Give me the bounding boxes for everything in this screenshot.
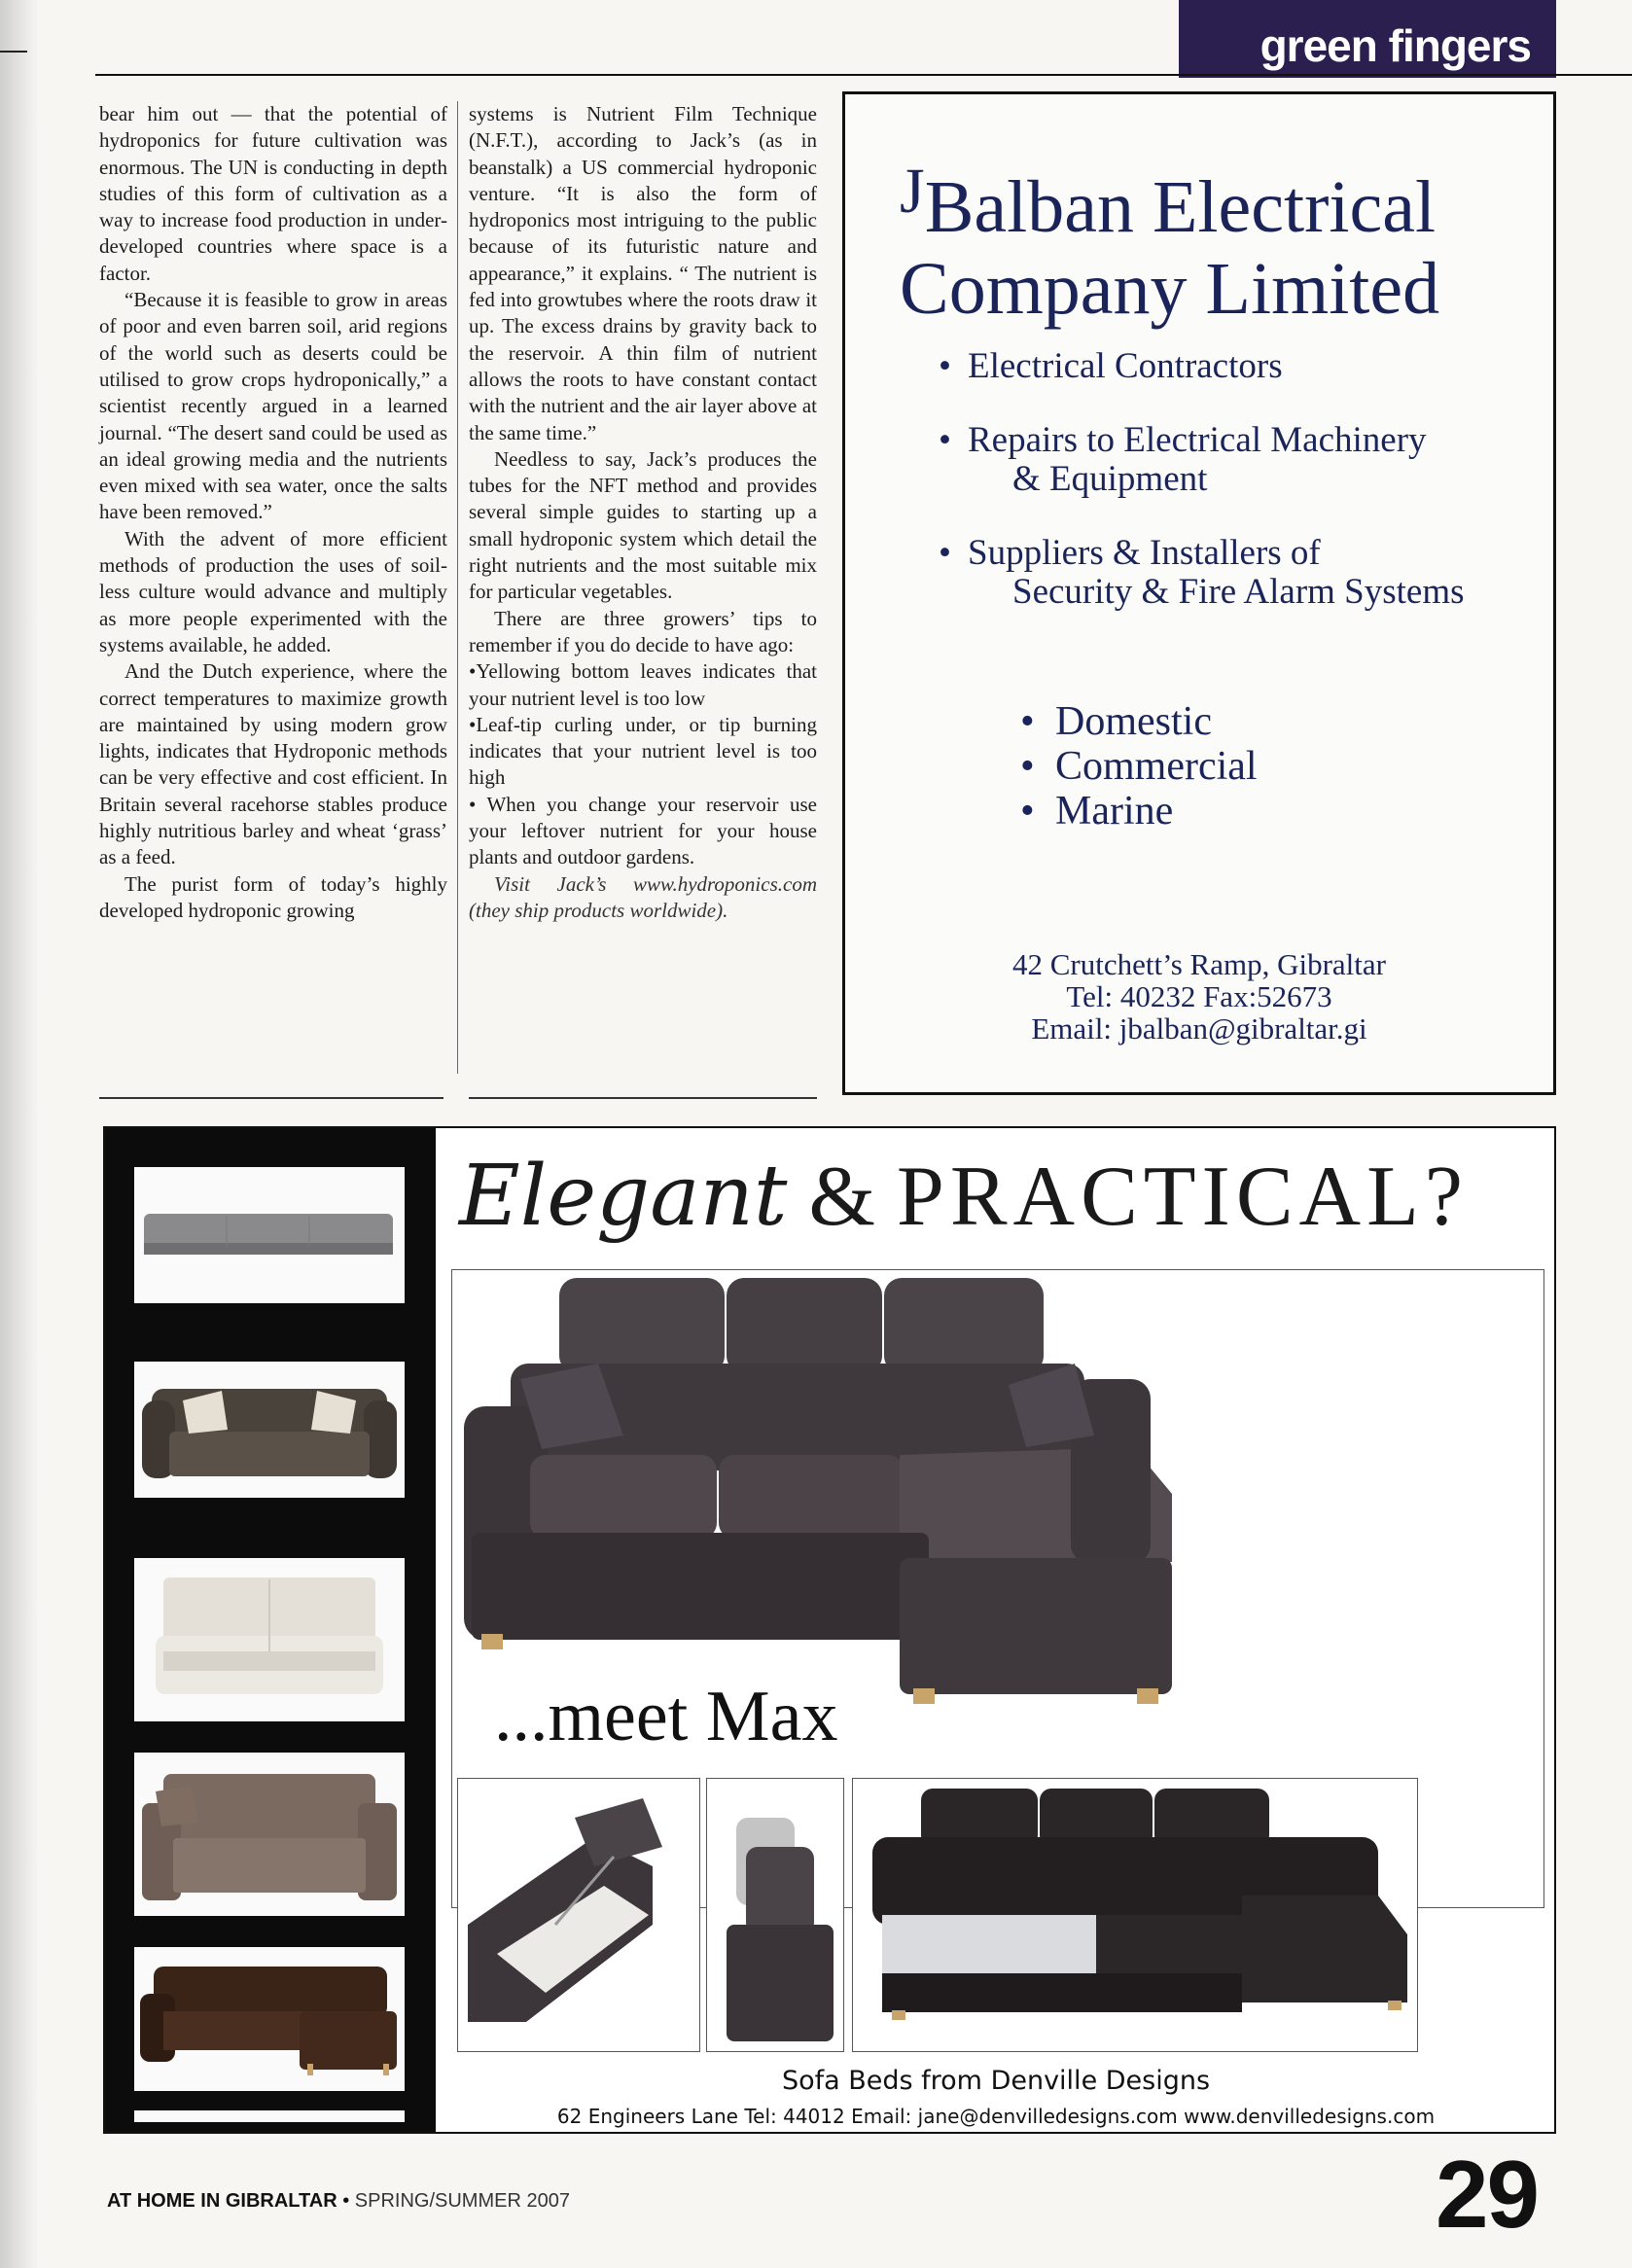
article-paragraph: systems is Nutrient Film Technique (N.F.T.), according to Jack’s (as in beanstalk) a US commercial hydroponic venture. “It is also the form of hydroponics most intriguing to the public because of its futuristic nature and appearance,” it explains. “ The nutrient is fed into growtubes where the roots draw it up. The excess drains by gravity back to the reservoir. A thin film of nutrient allows the roots to have constant contact with the nutrient and the air layer above at the same time.” (469, 102, 817, 444)
service-item (939, 534, 1465, 612)
sofa-thumbnail-image (134, 1753, 405, 1916)
article-paragraph: The purist form of today’s highly developed hydroponic growing (99, 871, 447, 922)
jbalban-email: Email: jbalban@gibraltar.gi (1031, 1011, 1367, 1045)
jbalban-services-list (939, 347, 1465, 647)
column-end-rule (99, 1097, 443, 1099)
denville-advert (103, 1126, 1556, 2134)
storage-detail-image (457, 1778, 700, 2052)
jbalban-markets-list (1020, 699, 1258, 833)
footer-separator: • (337, 2190, 355, 2212)
jbalban-advert (842, 91, 1556, 1095)
growers-tip: • When you change your reservoir use your leftover nutrient for your house plants and outdoor gardens. (469, 792, 817, 869)
market-item: • Commercial (1020, 744, 1258, 789)
sofa-thumbnail-image (134, 2110, 405, 2122)
service-label: Electrical Contractors (968, 346, 1283, 386)
denville-contact: 62 Engineers Lane Tel: 44012 Email: jane@denvilledesigns.com www.denvilledesigns.com (556, 2105, 1436, 2128)
sofa-thumbnail-strip (105, 1128, 436, 2132)
growers-tip: •Yellowing bottom leaves indicates that your nutrient level is too low (469, 659, 817, 710)
article-paragraph: Needless to say, Jack’s produces the tubes for the NFT method and provides several simple guides to starting up a small hydroponic system which detail the right nutrients and the most suitable mix for particular vegetables. (469, 446, 817, 604)
headline-script-word: Elegant (459, 1148, 788, 1245)
article-column-2 (469, 101, 817, 924)
sofa-bed-open-image (852, 1778, 1418, 2052)
growers-tip: •Leaf-tip curling under, or tip burning indicates that your nutrient level is too high (469, 712, 817, 790)
service-item (939, 421, 1465, 499)
service-label-cont: Security & Fire Alarm Systems (1012, 572, 1465, 612)
page-number: 29 (1436, 2141, 1539, 2248)
service-item (939, 347, 1465, 386)
jbalban-name-line2: Company Limited (900, 248, 1440, 330)
headline-ampersand: & (808, 1150, 875, 1244)
market-item: • Domestic (1020, 699, 1258, 744)
header-rule (95, 74, 1632, 76)
denville-tagline: ...meet Max (494, 1677, 838, 1756)
service-label: Suppliers & Installers of (968, 533, 1321, 573)
service-label-cont: & Equipment (1012, 459, 1208, 499)
section-tab: green fingers (1179, 0, 1556, 78)
article-credit: Visit Jack’s www.hydroponics.com (they ship products worldwide). (469, 871, 817, 922)
sofa-thumbnail-image (134, 1362, 405, 1498)
article-paragraph: And the Dutch experience, where the correct temperatures to maximize growth are maintained by using modern grow lights, indicates that Hydroponic methods can be very effective and cost efficient. In Britain several racehorse stables produce highly nutritious barley and wheat ‘grass’ as a feed. (99, 659, 447, 869)
page-gutter-shadow (0, 0, 39, 2268)
jbalban-name-line1: Balban Electrical (924, 166, 1437, 248)
sofa-thumbnail-image (134, 1558, 405, 1721)
market-item: • Marine (1020, 789, 1258, 833)
denville-caption: Sofa Beds from Denville Designs (781, 2066, 1211, 2096)
footer-magazine-line (107, 2190, 570, 2213)
column-divider (457, 101, 458, 1074)
issue-season: SPRING/SUMMER 2007 (354, 2190, 570, 2212)
magazine-title: AT HOME IN GIBRALTAR (107, 2190, 337, 2212)
sofa-thumbnail-image (134, 1947, 405, 2091)
jbalban-company-name (900, 156, 1440, 330)
headline-caps-word: PRACTICAL? (896, 1150, 1469, 1244)
article-paragraph: bear him out — that the potential of hydroponics for future cultivation was enormous. The UN is conducting in depth studies of this form of cultivation as a way to increase food production in under-developed countries where space is a factor. (99, 102, 447, 285)
jbalban-address: 42 Crutchett’s Ramp, Gibraltar (1012, 947, 1386, 981)
article-paragraph: There are three growers’ tips to remember if you do decide to have ago: (469, 606, 817, 656)
jbalban-contact (845, 948, 1553, 1045)
article-paragraph: “Because it is feasible to grow in areas of poor and even barren soil, arid regions of the world such as deserts could be utilised to grow crops hydroponically,” a scientist recently argued in a learned journal. “The desert sand could be used as an ideal growing media and the nutrients even mixed with sea water, once the salts have been removed.” (99, 288, 447, 524)
service-label: Repairs to Electrical Machinery (968, 420, 1427, 460)
article-column-1 (99, 101, 447, 924)
jbalban-logo-j: J (900, 156, 925, 227)
sofa-thumbnail-image (134, 1167, 405, 1303)
headrest-detail-image (706, 1778, 844, 2052)
denville-headline (459, 1148, 1469, 1246)
article-paragraph: With the advent of more efficient methods of production the uses of soil-less culture would advance and multiply as more people experimented with the systems available, he added. (99, 526, 447, 656)
crop-mark (0, 51, 27, 53)
column-end-rule (469, 1097, 817, 1099)
jbalban-phone: Tel: 40232 Fax:52673 (1066, 979, 1332, 1013)
